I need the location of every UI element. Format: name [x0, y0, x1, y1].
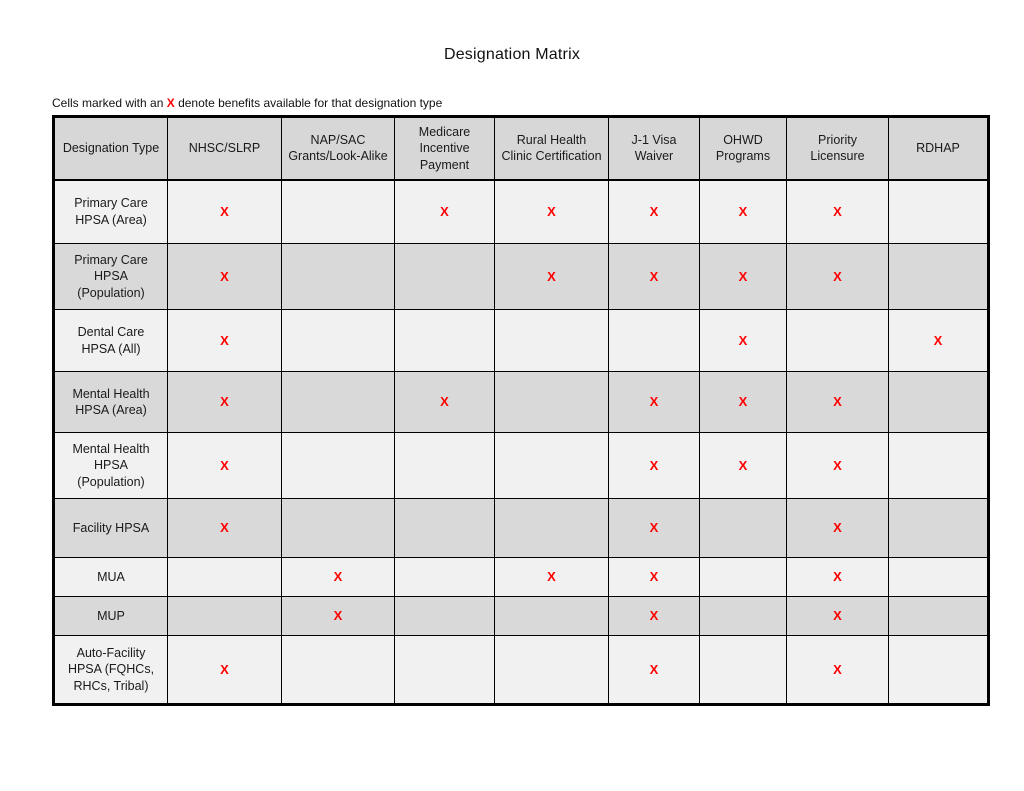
table-row — [54, 499, 989, 558]
matrix-cell-empty — [889, 597, 989, 636]
x-mark: X — [649, 608, 659, 624]
matrix-cell-marked — [609, 636, 700, 705]
table-row — [54, 636, 989, 705]
matrix-cell-marked — [495, 180, 609, 244]
x-mark: X — [649, 268, 659, 284]
matrix-cell-marked — [168, 310, 282, 372]
table-header — [54, 117, 989, 180]
table-row — [54, 597, 989, 636]
table-row — [54, 372, 989, 433]
matrix-cell-marked — [787, 558, 889, 597]
column-header: Rural Health Clinic Certification — [495, 117, 609, 180]
x-mark: X — [649, 661, 659, 677]
matrix-cell-empty — [282, 310, 395, 372]
row-label: Primary Care HPSA (Area) — [54, 180, 168, 244]
matrix-cell-empty — [395, 244, 495, 310]
matrix-cell-empty — [495, 636, 609, 705]
matrix-cell-marked — [787, 244, 889, 310]
matrix-cell-marked — [700, 372, 787, 433]
matrix-cell-marked — [168, 372, 282, 433]
matrix-cell-empty — [395, 597, 495, 636]
column-header: J-1 Visa Waiver — [609, 117, 700, 180]
table-row — [54, 433, 989, 499]
matrix-cell-marked — [700, 310, 787, 372]
matrix-cell-marked — [395, 180, 495, 244]
designation-matrix-table — [52, 115, 990, 706]
matrix-cell-empty — [495, 310, 609, 372]
column-header-designation-type: Designation Type — [54, 117, 168, 180]
x-mark: X — [547, 204, 556, 219]
page-title: Designation Matrix — [443, 46, 581, 63]
x-mark: X — [333, 608, 343, 624]
matrix-cell-empty — [609, 310, 700, 372]
matrix-cell-marked — [609, 499, 700, 558]
matrix-cell-empty — [395, 499, 495, 558]
column-header: OHWD Programs — [700, 117, 787, 180]
matrix-cell-empty — [700, 597, 787, 636]
matrix-cell-marked — [787, 499, 889, 558]
legend-note-prefix: Cells marked with an — [52, 96, 167, 110]
matrix-cell-empty — [495, 597, 609, 636]
x-mark: X — [333, 569, 343, 585]
x-mark: X — [738, 394, 748, 410]
x-mark: X — [220, 268, 229, 284]
row-label: Mental Health HPSA (Population) — [54, 433, 168, 499]
row-label: MUP — [54, 597, 168, 636]
matrix-cell-empty — [395, 558, 495, 597]
x-mark: X — [220, 661, 229, 677]
row-label: Dental Care HPSA (All) — [54, 310, 168, 372]
column-header: NAP/SAC Grants/Look-Alike — [282, 117, 395, 180]
matrix-cell-empty — [168, 597, 282, 636]
matrix-cell-marked — [787, 636, 889, 705]
x-mark: X — [933, 332, 943, 348]
x-mark: X — [220, 332, 229, 348]
matrix-cell-marked — [282, 558, 395, 597]
header-row — [54, 117, 989, 180]
legend-x-mark: X — [166, 96, 175, 110]
matrix-cell-marked — [787, 180, 889, 244]
matrix-cell-empty — [395, 310, 495, 372]
x-mark: X — [833, 569, 842, 585]
matrix-cell-empty — [495, 372, 609, 433]
matrix-cell-empty — [889, 180, 989, 244]
x-mark: X — [833, 457, 842, 473]
table-body — [54, 180, 989, 705]
x-mark: X — [738, 204, 748, 219]
row-label: Auto-Facility HPSA (FQHCs, RHCs, Tribal) — [54, 636, 168, 705]
matrix-cell-empty — [889, 499, 989, 558]
matrix-cell-marked — [168, 636, 282, 705]
matrix-cell-empty — [889, 433, 989, 499]
legend-note-suffix: denote benefits available for that designation type — [174, 96, 443, 110]
matrix-cell-marked — [495, 558, 609, 597]
matrix-cell-marked — [395, 372, 495, 433]
matrix-cell-marked — [168, 499, 282, 558]
row-label: MUA — [54, 558, 168, 597]
matrix-cell-marked — [700, 244, 787, 310]
matrix-cell-marked — [889, 310, 989, 372]
matrix-cell-marked — [609, 244, 700, 310]
x-mark: X — [833, 204, 842, 219]
x-mark: X — [649, 394, 659, 410]
matrix-cell-empty — [495, 433, 609, 499]
matrix-cell-marked — [168, 244, 282, 310]
matrix-cell-marked — [787, 597, 889, 636]
x-mark: X — [649, 457, 659, 473]
x-mark: X — [220, 457, 229, 473]
matrix-cell-empty — [495, 499, 609, 558]
x-mark: X — [220, 204, 229, 219]
matrix-cell-empty — [282, 244, 395, 310]
matrix-cell-marked — [787, 433, 889, 499]
x-mark: X — [547, 569, 556, 585]
column-header: NHSC/SLRP — [168, 117, 282, 180]
matrix-cell-marked — [168, 180, 282, 244]
table-row — [54, 180, 989, 244]
x-mark: X — [440, 204, 449, 219]
matrix-cell-empty — [889, 558, 989, 597]
matrix-cell-empty — [889, 636, 989, 705]
matrix-cell-marked — [700, 180, 787, 244]
row-label: Primary Care HPSA (Population) — [54, 244, 168, 310]
x-mark: X — [833, 394, 842, 410]
matrix-cell-marked — [282, 597, 395, 636]
column-header: Medicare Incentive Payment — [395, 117, 495, 180]
table-row — [54, 558, 989, 597]
x-mark: X — [738, 332, 748, 348]
x-mark: X — [649, 204, 659, 219]
matrix-cell-empty — [889, 244, 989, 310]
x-mark: X — [833, 608, 842, 624]
x-mark: X — [649, 520, 659, 536]
x-mark: X — [833, 520, 842, 536]
x-mark: X — [738, 268, 748, 284]
matrix-cell-empty — [700, 499, 787, 558]
matrix-cell-empty — [787, 310, 889, 372]
table-row — [54, 310, 989, 372]
matrix-cell-empty — [282, 433, 395, 499]
row-label: Mental Health HPSA (Area) — [54, 372, 168, 433]
matrix-cell-empty — [700, 558, 787, 597]
matrix-cell-marked — [787, 372, 889, 433]
matrix-cell-marked — [609, 558, 700, 597]
matrix-cell-empty — [282, 499, 395, 558]
column-header: Priority Licensure — [787, 117, 889, 180]
x-mark: X — [738, 457, 748, 473]
x-mark: X — [220, 394, 229, 410]
column-header: RDHAP — [889, 117, 989, 180]
x-mark: X — [547, 268, 556, 284]
matrix-cell-empty — [282, 180, 395, 244]
x-mark: X — [440, 394, 449, 410]
matrix-cell-empty — [282, 372, 395, 433]
x-mark: X — [833, 268, 842, 284]
matrix-cell-marked — [609, 180, 700, 244]
matrix-cell-marked — [609, 597, 700, 636]
x-mark: X — [220, 520, 229, 536]
legend-note — [52, 96, 442, 110]
x-mark: X — [833, 661, 842, 677]
matrix-cell-marked — [609, 372, 700, 433]
matrix-cell-marked — [168, 433, 282, 499]
matrix-cell-empty — [168, 558, 282, 597]
matrix-cell-marked — [495, 244, 609, 310]
table-row — [54, 244, 989, 310]
x-mark: X — [649, 569, 659, 585]
matrix-cell-empty — [395, 433, 495, 499]
matrix-cell-empty — [395, 636, 495, 705]
matrix-cell-empty — [700, 636, 787, 705]
matrix-cell-empty — [889, 372, 989, 433]
matrix-cell-empty — [282, 636, 395, 705]
matrix-cell-marked — [700, 433, 787, 499]
matrix-cell-marked — [609, 433, 700, 499]
row-label: Facility HPSA — [54, 499, 168, 558]
